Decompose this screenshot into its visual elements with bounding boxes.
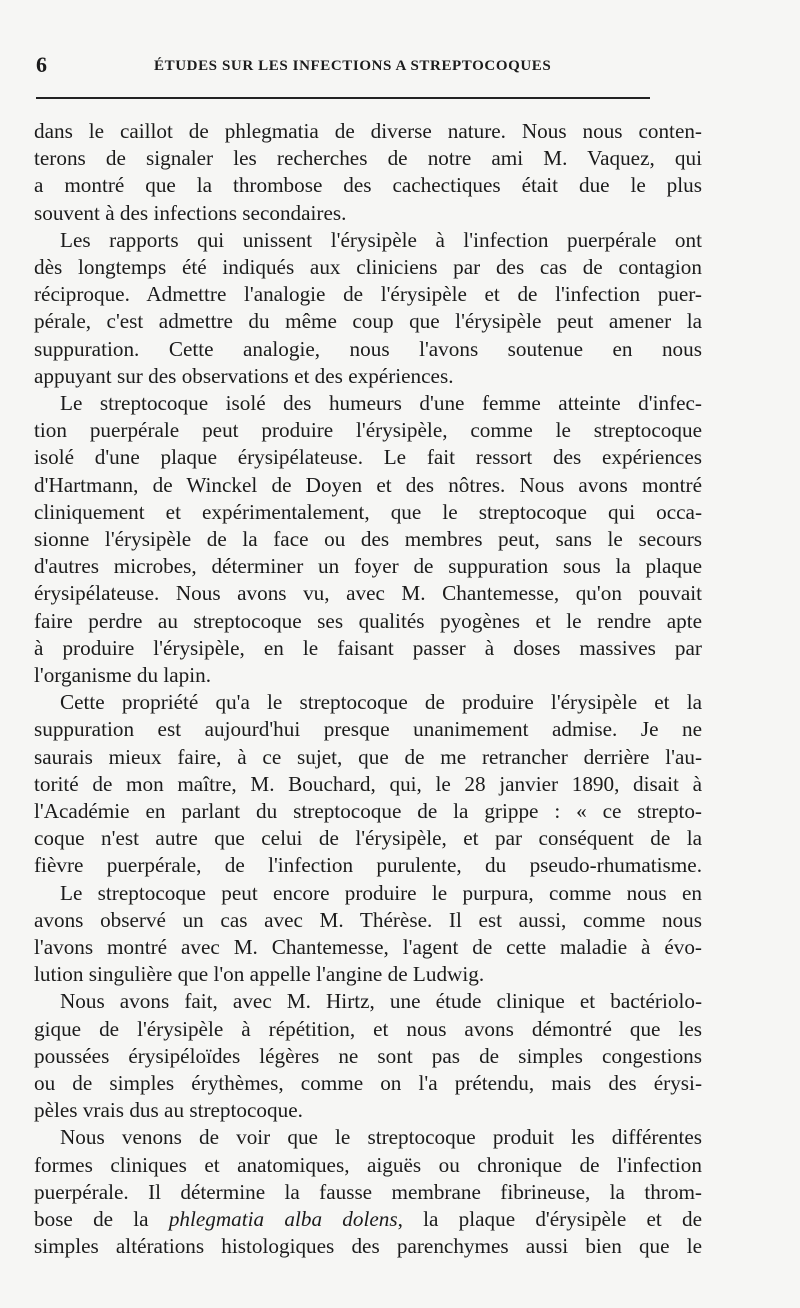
text-line: Nous avons fait, avec M. Hirtz, une étude clinique et bactériolo- [60, 989, 702, 1014]
text-line: d'Hartmann, de Winckel de Doyen et des nôtres. Nous avons montré [34, 472, 702, 497]
text-line: à produire l'érysipèle, en le faisant passer à doses massives par [34, 635, 702, 660]
text-line: Nous venons de voir que le streptocoque produit les différentes [60, 1125, 702, 1150]
text-line: souvent à des infections secondaires. [34, 200, 347, 225]
text-line: fièvre puerpérale, de l'infection purulente, du pseudo-rhumatisme. [34, 853, 702, 878]
text-line: simples altérations histologiques des parenchymes aussi bien que le [34, 1234, 702, 1259]
text-line: gique de l'érysipèle à répétition, et nous avons démontré que les [34, 1016, 702, 1041]
text-line: Le streptocoque peut encore produire le purpura, comme nous en [60, 880, 702, 905]
text-line: réciproque. Admettre l'analogie de l'érysipèle et de l'infection puer- [34, 282, 702, 307]
text-line: suppuration est aujourd'hui presque unanimement admise. Je ne [34, 717, 702, 742]
text-line: isolé d'une plaque érysipélateuse. Le fait ressort des expériences [34, 445, 702, 470]
text-line: Le streptocoque isolé des humeurs d'une femme atteinte d'infec- [60, 391, 702, 415]
text-line: poussées érysipéloïdes légères ne sont pas de simples congestions [34, 1043, 702, 1068]
text-run: bose de la [34, 1207, 169, 1231]
text-line: sionne l'érysipèle de la face ou des membres peut, sans le secours [34, 527, 702, 551]
text-line: d'autres microbes, déterminer un foyer de suppuration sous la plaque [34, 554, 702, 579]
text-line: l'organisme du lapin. [34, 663, 212, 687]
text-line: Les rapports qui unissent l'érysipèle à l'infection puerpérale ont [60, 227, 702, 252]
text-line: l'Académie en parlant du streptocoque de la grippe : « ce strepto- [34, 799, 702, 823]
text-line: a montré que la thrombose des cachectiques était due le plus [34, 173, 702, 198]
text-line: torité de mon maître, M. Bouchard, qui, le 28 janvier 1890, disait à [34, 771, 702, 796]
text-run: , la plaque d'érysipèle et de [397, 1207, 702, 1231]
text-line: puerpérale. Il détermine la fausse membrane fibrineuse, la throm- [34, 1179, 702, 1204]
text-line: l'avons montré avec M. Chantemesse, l'agent de cette maladie à évo- [34, 935, 702, 959]
text-line: cliniquement et expérimentalement, que le streptocoque qui occa- [34, 499, 702, 524]
text-line: coque n'est autre que celui de l'érysipèle, et par conséquent de la [34, 826, 702, 851]
italic-term: phlegmatia alba dolens [168, 1207, 398, 1231]
text-line: pérale, c'est admettre du même coup que l'érysipèle peut amener la [34, 309, 702, 334]
text-line: érysipélateuse. Nous avons vu, avec M. Chantemesse, qu'on pouvait [34, 581, 702, 606]
text-line: lution singulière que l'on appelle l'angine de Ludwig. [34, 962, 485, 987]
text-line: pèles vrais dus au streptocoque. [34, 1098, 303, 1123]
running-title: ÉTUDES SUR LES INFECTIONS A STREPTOCOQUES [154, 58, 552, 74]
text-line: saurais mieux faire, à ce sujet, que de me retrancher derrière l'au- [34, 744, 702, 769]
text-line: tion puerpérale peut produire l'érysipèle, comme le streptocoque [34, 418, 702, 443]
text-line: suppuration. Cette analogie, nous l'avons soutenue en nous [34, 336, 702, 361]
header-rule [36, 97, 650, 99]
text-line: avons observé un cas avec M. Thérèse. Il est aussi, comme nous [34, 907, 702, 932]
text-line: dès longtemps été indiqués aux cliniciens par des cas de contagion [34, 255, 702, 279]
text-line: dans le caillot de phlegmatia de diverse nature. Nous nous conten- [34, 119, 702, 143]
text-line: formes cliniques et anatomiques, aiguës ou chronique de l'infection [34, 1152, 702, 1177]
text-line: terons de signaler les recherches de notre ami M. Vaquez, qui [34, 146, 702, 171]
text-line [34, 1206, 702, 1232]
text-line: appuyant sur des observations et des expériences. [34, 363, 454, 388]
running-header [36, 52, 656, 82]
text-line: ou de simples érythèmes, comme on l'a prétendu, mais des érysi- [34, 1071, 702, 1095]
text-line: Cette propriété qu'a le streptocoque de produire l'érysipèle et la [60, 690, 702, 715]
page-number: 6 [36, 52, 48, 77]
text-line: faire perdre au streptocoque ses qualités pyogènes et le rendre apte [34, 608, 702, 633]
